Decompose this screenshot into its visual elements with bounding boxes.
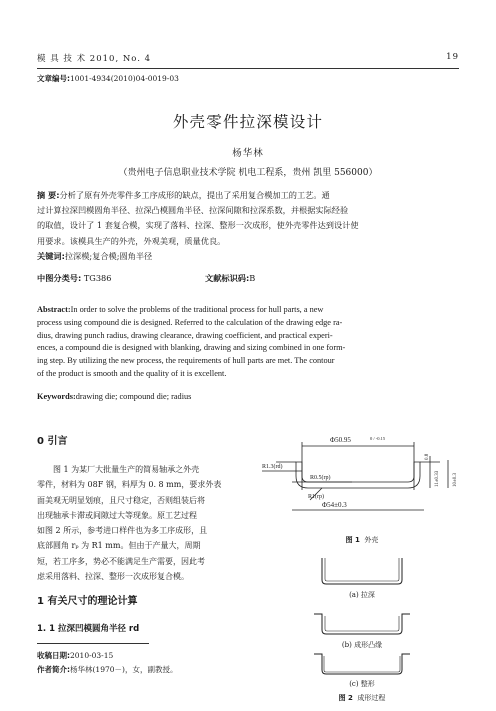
- doc-code-label: 文献标识码:: [205, 273, 250, 283]
- page-number: 19: [446, 52, 459, 62]
- drawn-cup-a: [322, 558, 402, 584]
- sized-cup-c: [314, 654, 410, 674]
- received-date: [37, 650, 113, 661]
- abstract-cn-line: 过计算拉深凹模圆角半径、拉深凸模圆角半径、拉深间隙和拉深系数，并根据实际经验: [37, 205, 349, 216]
- article-number-value: 1001-4934(2010)04-0019-03: [70, 74, 179, 83]
- running-header: [37, 48, 459, 69]
- abstract-cn-line: 摘 要:分析了原有外壳零件多工序成形的缺点，提出了采用复合模加工的工艺。通: [37, 190, 330, 200]
- clc-value: TG386: [83, 273, 112, 283]
- drawn-cup-a-inner: [325, 558, 399, 581]
- received-value: 2010-03-15: [70, 651, 114, 660]
- doc-code-value: B: [249, 273, 256, 283]
- body-line: 图 1 为某厂大批量生产的简易轴承之外壳: [53, 465, 200, 474]
- figure-1-drawing: [262, 430, 462, 525]
- abstract-en-line: ing step. By utilizing the new process, the requirements of hull parts are met. The contour: [37, 356, 335, 366]
- abstract-cn-line: 的取值，设计了 1 套复合模，实现了落料、拉深、整形一次成形，使外壳零件达到设计使: [37, 220, 359, 231]
- article-number-label: 文章编号:: [37, 74, 70, 83]
- dim-height1: 11±0.33: [435, 470, 440, 487]
- figure-2-number: 图 2: [338, 694, 353, 702]
- abstract-en: [37, 304, 461, 381]
- section-1-1-heading: 1. 1 拉深凹模圆角半径 rd: [37, 624, 140, 634]
- abstract-en-label: Abstract:: [37, 305, 71, 314]
- figure-2c-drawing: [312, 648, 412, 678]
- abstract-en-line: of the product is smooth and the quality of it is excellent.: [37, 368, 227, 378]
- dim-bottom-diameter: Φ54±0.3: [322, 501, 347, 509]
- paper-title: 外壳零件拉深模设计: [172, 113, 324, 131]
- classification-row: [37, 273, 461, 284]
- figure-2-caption: [312, 693, 412, 703]
- figure-1-number: 图 1: [345, 536, 360, 544]
- journal-name: 模 具 技 术 2010, No. 4: [37, 54, 152, 64]
- dim-top-tolerance: 0 / -0.15: [370, 436, 386, 441]
- doc-code: [205, 273, 255, 284]
- dim-r-left: R1.3(rd): [262, 464, 283, 470]
- figure-2a-drawing: [312, 554, 412, 588]
- paper-author: 杨华林: [232, 148, 264, 159]
- figure-2a-caption: (a) 拉深: [349, 591, 375, 599]
- section-0-body: [37, 462, 245, 584]
- keywords-en-label: Keywords:: [37, 392, 76, 401]
- keywords-cn-value: 拉深模;复合模;圆角半径: [64, 250, 153, 261]
- dim-r-bottom: R1(rp): [308, 494, 324, 500]
- abstract-en-line: process using compound die is designed. Referred to the calculation of the drawing edge ra-: [37, 317, 343, 327]
- author-bio: [37, 664, 177, 675]
- footnote-rule: [37, 643, 149, 644]
- keywords-cn: [37, 249, 461, 264]
- figure-1-title: 外壳: [364, 536, 379, 544]
- sized-cup-c-inner: [324, 656, 400, 672]
- body-line: 如图 2 所示，参考进口样件也为多工序成形，且: [37, 526, 208, 536]
- abstract-en-line: ences, a compound die is designed with blanking, drawing and sizing combined in one form-: [37, 343, 346, 353]
- figure-2-title: 成形过程: [357, 694, 386, 702]
- author-affiliation: （贵州电子信息职业技术学院 机电工程系，贵州 凯里 556000）: [118, 168, 378, 178]
- dim-top-diameter: Φ50.95: [330, 436, 351, 444]
- article-number: [37, 73, 179, 84]
- abstract-en-line: dius, drawing punch radius, drawing clearance, drawing coefficient, and practical experi-: [37, 330, 333, 340]
- dim-r-inner: R0.5(rp): [310, 475, 331, 481]
- section-0-heading: 0 引言: [37, 436, 68, 447]
- body-line: 底部圆角 rₚ 为 R1 mm。但由于产量大，周期: [37, 541, 201, 551]
- figure-2b-caption: (b) 成形凸缘: [341, 641, 383, 649]
- figure-1-caption: [262, 535, 462, 545]
- keywords-cn-label: 关键词:: [37, 250, 65, 261]
- received-label: 收稿日期:: [37, 651, 70, 660]
- figure-2c-caption: (c) 整形: [349, 680, 375, 688]
- author-bio-label: 作者简介:: [37, 665, 70, 674]
- abstract-cn: [37, 188, 461, 264]
- author-bio-value: 杨华林(1970－)，女，副教授。: [70, 665, 178, 674]
- figure-2b-drawing: [312, 604, 412, 638]
- abstract-en-line: Abstract:In order to solve the problems of the traditional process for hull parts, a new: [37, 305, 324, 314]
- dim-height2: 10±0.3: [453, 473, 458, 487]
- section-1-heading: 1 有关尺寸的理论计算: [37, 596, 138, 607]
- keywords-en-value: drawing die; compound die; radius: [75, 392, 192, 401]
- abstract-cn-label: 摘 要:: [37, 190, 60, 200]
- body-line: 零件，材料为 08F 钢，料厚为 0. 8 mm，要求外表: [37, 480, 222, 490]
- dim-thickness: 0.8: [425, 453, 430, 460]
- body-line: 短，若工序多，势必不能满足生产需要，因此考: [37, 556, 205, 566]
- flanged-cup-b-inner: [325, 616, 399, 631]
- body-line: 虑采用落料、拉深、整形一次成形复合模。: [37, 572, 189, 582]
- keywords-en: [37, 392, 191, 401]
- body-line: 出现轴承卡滞或间隙过大等现象。原工艺过程: [37, 510, 197, 520]
- clc-label: 中图分类号:: [37, 273, 82, 283]
- abstract-cn-line: 用要求。该模具生产的外壳，外观美观，质量优良。: [37, 235, 226, 246]
- body-line: 面美观无明显划痕，且尺寸稳定，否则组装后将: [37, 495, 205, 505]
